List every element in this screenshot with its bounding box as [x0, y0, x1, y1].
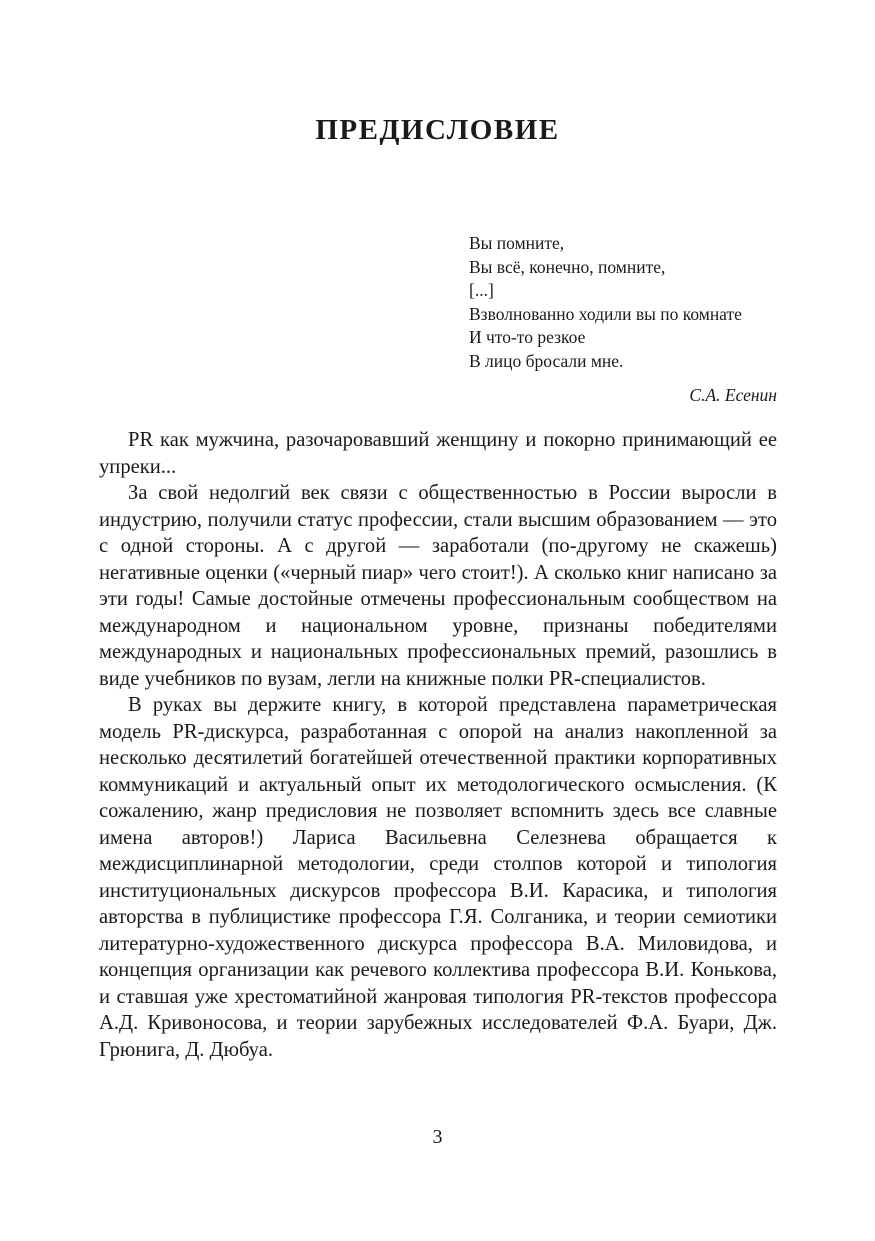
epigraph-line: В лицо бросали мне.: [469, 350, 624, 371]
page-title: ПРЕДИСЛОВИЕ: [315, 114, 560, 146]
epigraph-author: С.А. Есенин: [689, 385, 777, 405]
epigraph-line: Вы всё, конечно, помните,: [469, 256, 666, 277]
page-number: 3: [432, 1126, 443, 1148]
epigraph-line: Взволнованно ходили вы по комнате: [469, 303, 742, 324]
paragraph: В руках вы держите книгу, в которой представлена параметрическая модель PR-дискурса, разработанная с опорой на анализ накопленной за несколько десятилетий богатейшей отечественной практики корпоративных коммуникаций и актуальный опыт их методологического осмысления. (К сожалению, жанр предисловия не позволяет вспомнить здесь все славные имена авторов!) Лариса Васильевна Селезнева обращается к междисциплинарной методологии, среди столпов которой и типология институциональных дискурсов профессора В.И. Карасика, и типология авторства в публицистике профессора Г.Я. Солганика, и теории семиотики литературно-художественного дискурса профессора В.А. Миловидова, и концепция организации как речевого коллектива профессора В.И. Конькова, и ставшая уже хрестоматийной жанровая типология PR-текстов профессора А.Д. Кривоносова, и теории зарубежных исследователей Ф.А. Буари, Дж. Грюнига, Д. Дюбуа.: [99, 694, 777, 1061]
epigraph-line: И что-то резкое: [469, 327, 586, 347]
paragraph: PR как мужчина, разочаровавший женщину и покорно принимающий ее упреки...: [99, 429, 777, 478]
epigraph-line: Вы помните,: [469, 233, 565, 253]
epigraph-line: [...]: [469, 280, 494, 300]
epigraph: [469, 232, 777, 408]
body-text: [99, 427, 777, 1063]
paragraph: За свой недолгий век связи с общественностью в России выросли в индустрию, получили статус профессии, стали высшим образованием — это с одной стороны. А с другой — заработали (по-другому не скажешь) негативные оценки («черный пиар» чего стоит!). А сколько книг написано за эти годы! Самые достойные отмечены профессиональным сообществом на международном и национальном уровне, признаны победителями международных и национальных профессиональных премий, разошлись в виде учебников по вузам, легли на книжные полки PR-специалистов.: [99, 482, 777, 690]
